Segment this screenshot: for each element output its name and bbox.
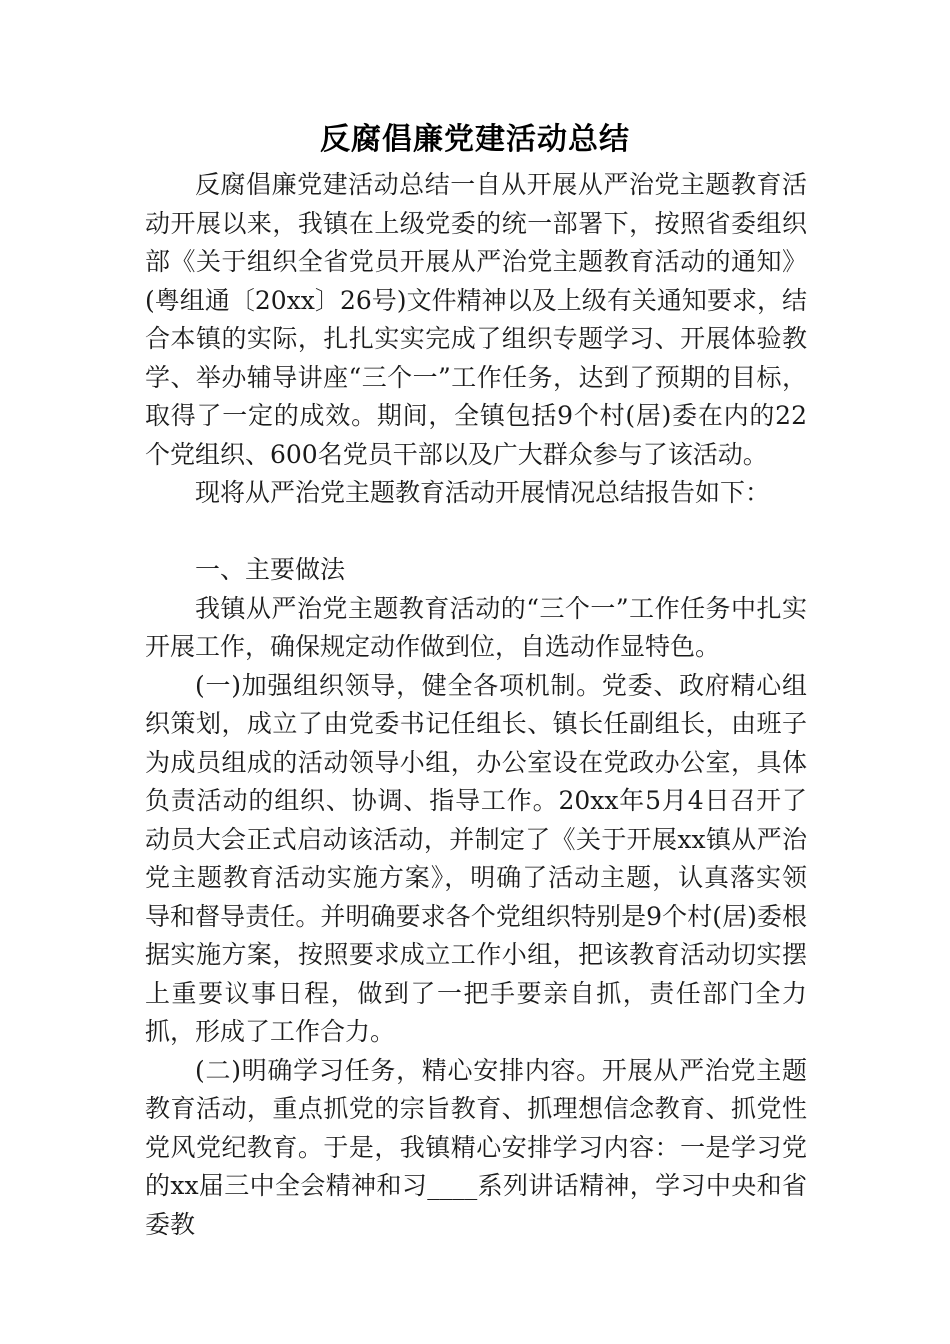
section-heading-main-practices: 一、主要做法 [195,555,346,584]
paragraph-report-lead: 现将从严治党主题教育活动开展情况总结报告如下： [195,478,771,507]
document-body [145,166,807,1244]
blank-line [145,513,807,552]
paragraph-item-1: (一)加强组织领导，健全各项机制。党委、政府精心组织策划，成立了由党委书记任组长、镇长任副组长，由班子为成员组成的活动领导小组，办公室设在党政办公室，具体负责活动的组织、协调、指导工作。20xx年5月4日召开了动员大会正式启动该活动，并制定了《关于开展xx镇从严治党主题教育活动实施方案》，明确了活动主题，认真落实领导和督导责任。并明确要求各个党组织特别是9个村(居)委根据实施方案，按照要求成立工作小组，把该教育活动切实摆上重要议事日程，做到了一把手要亲自抓，责任部门全力抓，形成了工作合力。 [145,670,807,1046]
paragraph-section-intro: 我镇从严治党主题教育活动的“三个一”工作任务中扎实开展工作，确保规定动作做到位，自选动作显特色。 [145,593,807,661]
paragraph-intro: 反腐倡廉党建活动总结一自从开展从严治党主题教育活动开展以来，我镇在上级党委的统一部署下，按照省委组织部《关于组织全省党员开展从严治党主题教育活动的通知》(粤组通〔20xx〕26号)文件精神以及上级有关通知要求，结合本镇的实际，扎扎实实完成了组织专题学习、开展体验教学、举办辅导讲座“三个一”工作任务，达到了预期的目标，取得了一定的成效。期间，全镇包括9个村(居)委在内的22个党组织、600名党员干部以及广大群众参与了该活动。 [145,170,807,469]
paragraph-item-2: (二)明确学习任务，精心安排内容。开展从严治党主题教育活动，重点抓党的宗旨教育、抓理想信念教育、抓党性党风党纪教育。于是，我镇精心安排学习内容：一是学习党的xx届三中全会精神和习____系列讲话精神，学习中央和省委教 [145,1055,807,1239]
document-title: 反腐倡廉党建活动总结 [320,122,630,157]
